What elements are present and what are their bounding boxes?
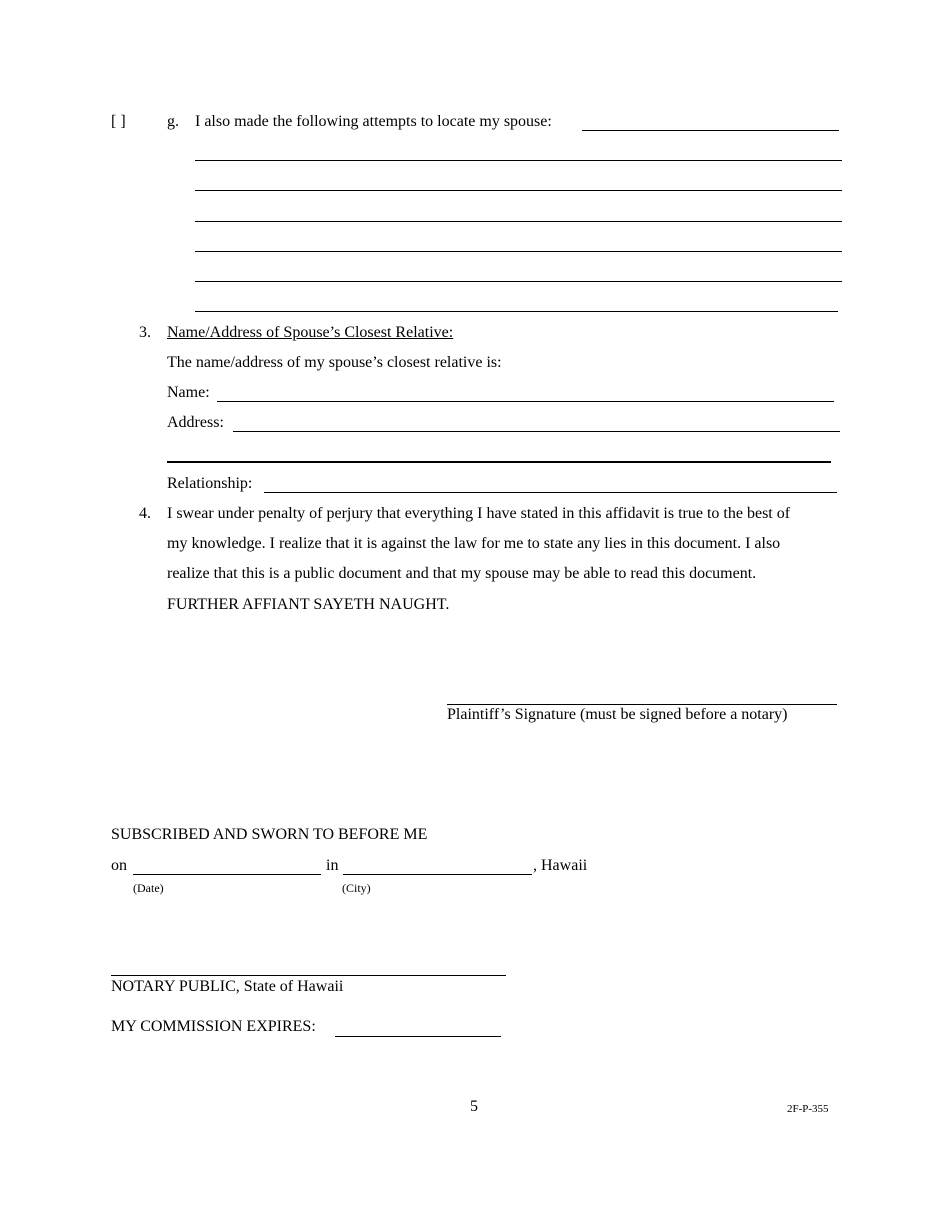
attempts-field-line-5[interactable] (195, 251, 842, 252)
in-label: in (326, 857, 339, 874)
section3-intro: The name/address of my spouse’s closest relative is: (167, 354, 502, 371)
section3-number: 3. (139, 324, 151, 341)
checkbox[interactable]: [ ] (111, 113, 126, 130)
on-label: on (111, 857, 127, 874)
oath-line-1: I swear under penalty of perjury that everything I have stated in this affidavit is true to the best of (167, 505, 791, 522)
form-code: 2F-P-355 (787, 1103, 829, 1115)
address-label: Address: (167, 414, 224, 431)
attempts-field-line-4[interactable] (195, 221, 842, 222)
attempts-field-line-6[interactable] (195, 281, 842, 282)
date-field-line[interactable] (133, 874, 321, 875)
oath-line-4: FURTHER AFFIANT SAYETH NAUGHT. (167, 596, 450, 613)
section4-number: 4. (139, 505, 151, 522)
address-field-line-1[interactable] (233, 431, 840, 432)
notary-signature-line[interactable] (111, 975, 506, 976)
relationship-field-line[interactable] (264, 492, 837, 493)
date-caption: (Date) (133, 881, 164, 895)
oath-line-2: my knowledge. I realize that it is against the law for me to state any lies in this document. I also (167, 535, 781, 552)
address-field-line-2[interactable] (167, 461, 831, 463)
attempts-label: I also made the following attempts to locate my spouse: (195, 113, 552, 130)
signature-label: Plaintiff’s Signature (must be signed before a notary) (447, 706, 788, 723)
city-caption: (City) (342, 881, 371, 895)
attempts-field-line-1[interactable] (582, 130, 839, 131)
attempts-field-line-7[interactable] (195, 311, 838, 312)
oath-line-3: realize that this is a public document and that my spouse may be able to read this document. (167, 565, 757, 582)
hawaii-label: , Hawaii (533, 857, 588, 874)
commission-field-line[interactable] (335, 1036, 501, 1037)
page-number: 5 (470, 1098, 478, 1115)
attempts-field-line-3[interactable] (195, 190, 842, 191)
commission-label: MY COMMISSION EXPIRES: (111, 1018, 316, 1035)
signature-line[interactable] (447, 704, 837, 705)
city-field-line[interactable] (343, 874, 532, 875)
relationship-label: Relationship: (167, 475, 253, 492)
subscribed-heading: SUBSCRIBED AND SWORN TO BEFORE ME (111, 826, 428, 843)
attempts-field-line-2[interactable] (195, 160, 842, 161)
name-label: Name: (167, 384, 210, 401)
notary-public-label: NOTARY PUBLIC, State of Hawaii (111, 978, 344, 995)
item-letter: g. (167, 113, 179, 130)
section3-heading: Name/Address of Spouse’s Closest Relative: (167, 324, 454, 341)
name-field-line[interactable] (217, 401, 834, 402)
